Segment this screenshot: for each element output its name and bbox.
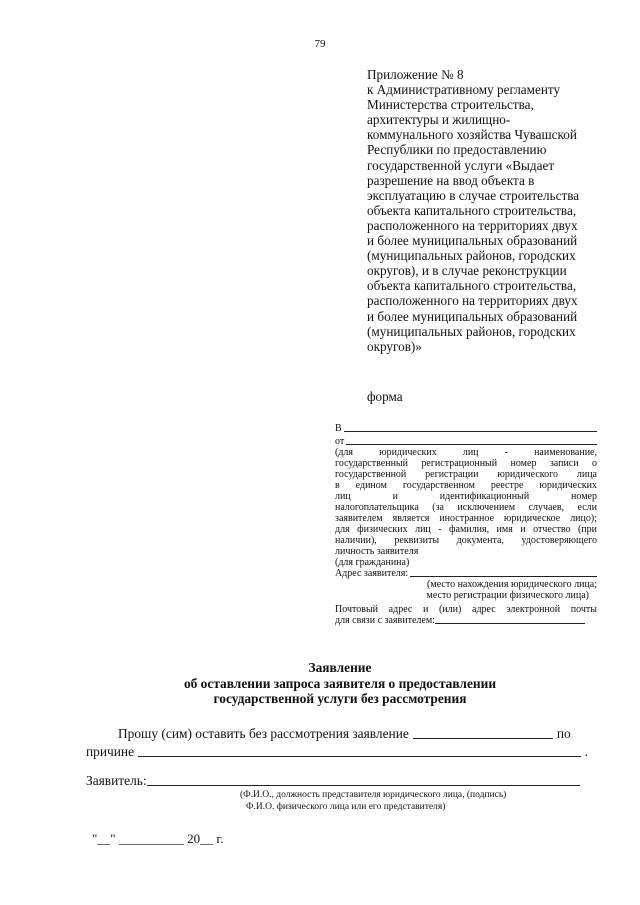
appendix-line: Приложение № 8 (367, 67, 464, 82)
appendix-line: округов)» (367, 338, 422, 354)
appendix-line: (муниципальных районов, городских (367, 248, 576, 264)
request-text: Прошу (сим) оставить без рассмотрения заявление (118, 726, 409, 741)
contact-row (335, 615, 585, 626)
from-label: от (335, 436, 345, 447)
reason-end: . (584, 744, 588, 759)
signature-notes (240, 789, 506, 813)
citizen-note: (для гражданина) (335, 557, 410, 568)
address-input-line[interactable] (410, 568, 597, 577)
address-note: (место нахождения юридического лица; (427, 579, 597, 590)
addressee-description-line: государственный регистрационный номер записи о (335, 458, 597, 469)
application-input-line[interactable] (413, 738, 553, 739)
appendix-line: коммунального хозяйства Чувашской (367, 127, 577, 143)
request-text-end: по (556, 726, 571, 741)
address-note: место регистрации физического лица) (426, 590, 589, 601)
appendix-line: государственной услуги «Выдает (367, 157, 555, 173)
reason-label: причине (86, 744, 135, 759)
applicant-row (86, 773, 584, 789)
applicant-label: Заявитель: (86, 773, 147, 788)
addressee-block (335, 423, 597, 626)
title-line: об оставлении запроса заявителя о предоставлении (183, 675, 497, 691)
appendix-line: Республики по предоставлению (367, 142, 547, 158)
appendix-header (367, 67, 602, 354)
address-row (335, 568, 597, 579)
identity-line: личность заявителя (335, 546, 419, 557)
to-label: В (335, 423, 342, 434)
addressee-description-line: наличии), реквизиты документа, удостоверяющего (335, 535, 597, 546)
form-label: форма (367, 389, 403, 404)
addressee-description-line: для физических лиц - фамилия, имя и отчество (при (335, 524, 597, 535)
page-number: 79 (314, 38, 326, 50)
title-line: Заявление (308, 660, 372, 675)
addressee-description-line: (для юридических лиц - наименование, (335, 447, 597, 458)
document-title (60, 660, 620, 707)
date-line[interactable]: "__" __________ 20__ г. (92, 831, 224, 846)
addressee-description-line: государственной регистрации юридического лица (335, 469, 597, 480)
to-input-line[interactable] (344, 423, 597, 432)
appendix-line: Министерства строительства, (367, 97, 534, 113)
request-row (118, 726, 588, 742)
title-line: государственной услуги без рассмотрения (213, 691, 467, 706)
addressee-description-line: в едином государственном реестре юридических (335, 480, 597, 491)
appendix-line: объекта капитального строительства, (367, 202, 577, 218)
appendix-line: к Административному регламенту (367, 82, 561, 98)
appendix-line: архитектуры и жилищно- (367, 112, 511, 128)
from-input-line[interactable] (346, 436, 597, 445)
reason-row (86, 744, 588, 760)
from-row (335, 436, 597, 447)
appendix-line: (муниципальных районов, городских (367, 323, 576, 339)
appendix-line: разрешение на ввод объекта в (367, 172, 535, 188)
contact-input-line[interactable] (435, 615, 585, 624)
appendix-line: расположенного на территориях двух (367, 293, 578, 309)
address-label: Адрес заявителя: (335, 568, 409, 579)
appendix-line: округов), и в случае реконструкции (367, 263, 567, 279)
appendix-line: расположенного на территориях двух (367, 217, 578, 233)
signature-note: (Ф.И.О., должность представителя юридического лица, (подпись) (240, 790, 507, 800)
contact-line: Почтовый адрес и (или) адрес электронной почты (335, 604, 597, 615)
appendix-line: эксплуатацию в случае строительства (367, 187, 580, 203)
addressee-description-line: налогоплательщика (за исключением случаев, если (335, 502, 597, 513)
appendix-line: и более муниципальных образований (367, 233, 578, 249)
appendix-line: объекта капитального строительства, (367, 278, 577, 294)
appendix-line: и более муниципальных образований (367, 308, 578, 324)
contact-label: для связи с заявителем: (335, 615, 435, 626)
to-row (335, 423, 597, 434)
addressee-description-line: лиц и идентификационный номер (335, 491, 597, 502)
addressee-description-line: заявителем является иностранное юридическое лицо); (335, 513, 597, 524)
signature-note: Ф.И.О. физического лица или его представителя) (246, 802, 446, 812)
applicant-input-line[interactable] (147, 785, 580, 786)
reason-input-line[interactable] (138, 756, 581, 757)
